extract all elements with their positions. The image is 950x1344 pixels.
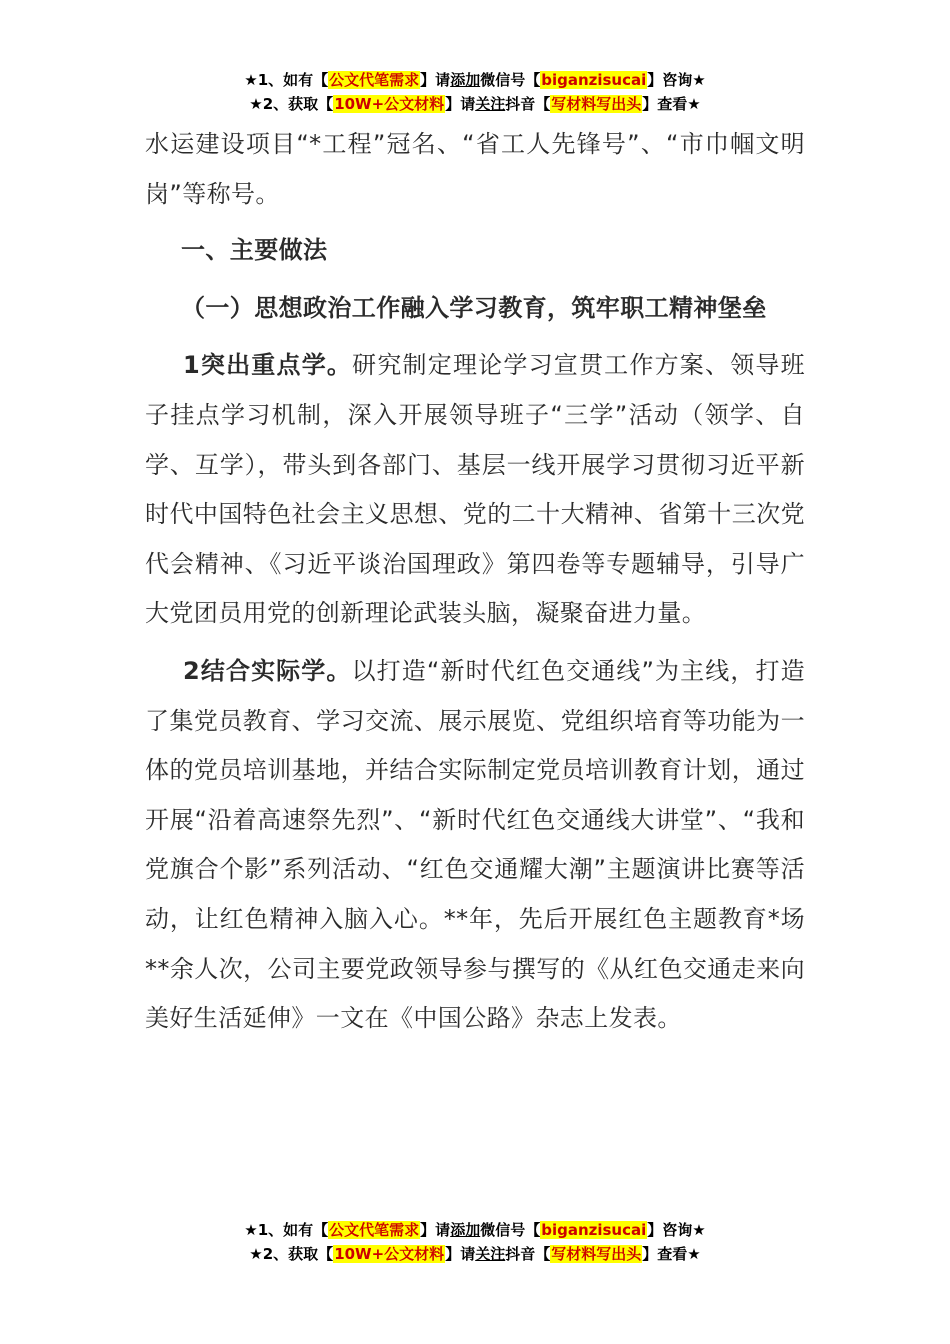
banner-line-2: ★2、获取【10W+公文材料】请关注抖音【写材料写出头】查看★ bbox=[249, 1245, 701, 1263]
paragraph-2-text: 以打造“新时代红色交通线”为主线，打造了集党员教育、学习交流、展示展览、党组织培育等功能为一体的党员培训基地，并结合实际制定党员培训教育计划，通过开展“沿着高速祭先烈”、“新时代红色交通线大讲堂”、“我和党旗合个影”系列活动、“红色交通耀大潮”主题演讲比赛等活动，让红色精神入脑入心。**年，先后开展红色主题教育*场**余人次，公司主要党政领导参与撰写的《从红色交通走来向美好生活延伸》一文在《中国公路》杂志上发表。 bbox=[145, 656, 806, 1033]
paragraph-1-lead: 1突出重点学。 bbox=[183, 351, 353, 380]
highlight-douyin-account: 写材料写出头 bbox=[551, 1245, 642, 1263]
highlight-douyin-account: 写材料写出头 bbox=[551, 95, 642, 113]
subsection-heading: （一）思想政治工作融入学习教育，筑牢职工精神堡垒 bbox=[181, 293, 767, 322]
paragraph-1-text: 研究制定理论学习宣贯工作方案、领导班子挂点学习机制，深入开展领导班子“三学”活动（领学、自学、互学），带头到各部门、基层一线开展学习贯彻习近平新时代中国特色社会主义思想、党的二十大精神、省第十三次党代会精神、《习近平谈治国理政》第四卷等专题辅导，引导广大党团员用党的创新理论武装头脑，凝聚奋进力量。 bbox=[145, 351, 806, 628]
paragraph-1 bbox=[145, 341, 805, 639]
highlight-wechat-id: biganzisucai bbox=[541, 71, 647, 89]
section-heading: 一、主要做法 bbox=[181, 236, 328, 265]
star-icon: ★ bbox=[249, 95, 263, 113]
banner-line-1: ★1、如有【公文代笔需求】请添加微信号【biganzisucai】咨询★ bbox=[244, 71, 706, 89]
paragraph-2-lead: 2结合实际学。 bbox=[183, 656, 352, 685]
banner-line-1: ★1、如有【公文代笔需求】请添加微信号【biganzisucai】咨询★ bbox=[244, 1221, 706, 1239]
footer-banner bbox=[0, 1218, 950, 1266]
highlight-service: 公文代笔需求 bbox=[329, 1221, 420, 1239]
header-banner bbox=[0, 68, 950, 116]
document-body bbox=[145, 120, 805, 1044]
star-icon: ★ bbox=[249, 1245, 263, 1263]
star-icon: ★ bbox=[244, 1221, 258, 1239]
highlight-wechat-id: biganzisucai bbox=[541, 1221, 647, 1239]
star-icon: ★ bbox=[244, 71, 258, 89]
intro-paragraph: 水运建设项目“*工程”冠名、“省工人先锋号”、“市巾帼文明岗”等称号。 bbox=[145, 130, 805, 208]
highlight-materials: 10W+公文材料 bbox=[334, 1245, 445, 1263]
paragraph-2 bbox=[145, 647, 805, 1044]
banner-line-2: ★2、获取【10W+公文材料】请关注抖音【写材料写出头】查看★ bbox=[249, 95, 701, 113]
highlight-service: 公文代笔需求 bbox=[329, 71, 420, 89]
highlight-materials: 10W+公文材料 bbox=[334, 95, 445, 113]
